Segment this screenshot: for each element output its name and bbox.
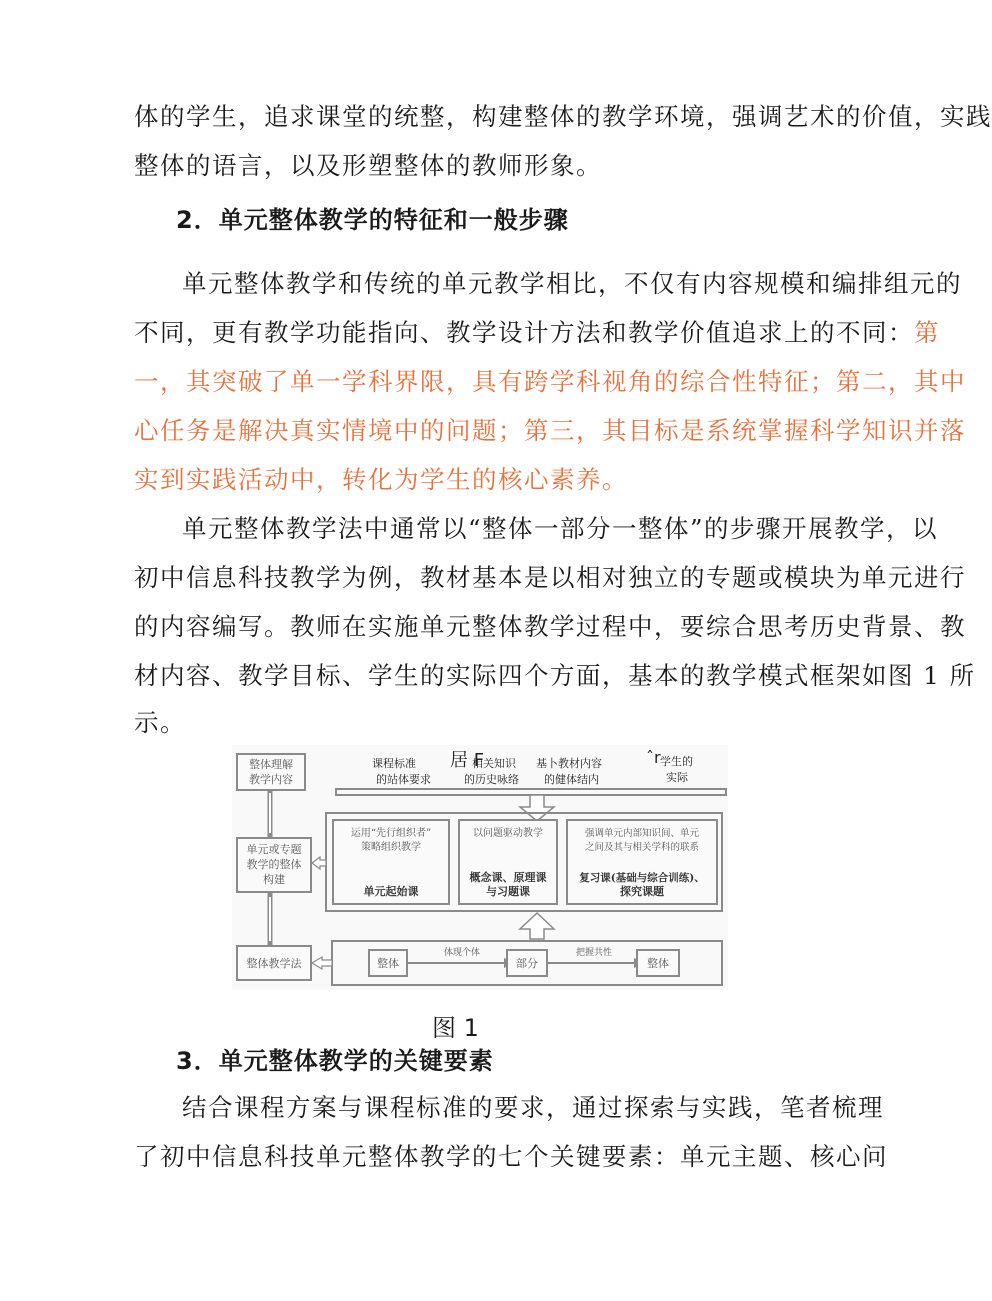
box-concept-note: 以问题驱动教学 <box>473 828 543 839</box>
box-part-label: 部分 <box>516 957 538 970</box>
label-student-glyph: ˆr <box>646 748 661 767</box>
paragraph-3-line-4: 材内容、教学目标、学生的实际四个方面，基本的教学模式框架如图 1 所 <box>134 661 976 690</box>
label-glyph-f: 居 F <box>450 750 485 771</box>
up-arrow-icon <box>520 913 554 939</box>
box-review-title-2: 探究课题 <box>620 885 664 898</box>
figure-1-diagram <box>232 745 728 990</box>
box-whole-2-label: 整体 <box>647 957 669 970</box>
paragraph-3-line-3: 的内容编写。教师在实施单元整体教学过程中，要综合思考历史背景、教 <box>134 612 966 641</box>
paragraph-1-line-1: 体的学生，追求课堂的统整，构建整体的教学环境，强调艺术的价值，实践 <box>134 102 992 131</box>
flow-label-2: 把握共性 <box>575 948 612 958</box>
box-concept-title-1: 概念课、原理课 <box>469 871 547 884</box>
paragraph-2-line-5: 实到实践活动中，转化为学生的核心素养。 <box>134 465 628 494</box>
box-unit-line-3: 构建 <box>263 873 285 886</box>
label-student-line-1: 学生的 <box>660 755 693 768</box>
section-heading-3: 3．单元整体教学的关键要素 <box>176 1047 494 1075</box>
box-understand-line-1: 整体理解 <box>249 758 293 771</box>
box-review-title-1: 复习课(基础与综合训练)、 <box>579 872 705 884</box>
paragraph-2-line-2 <box>134 316 940 350</box>
box-unit-start-note-1: 运用“先行组织者” <box>350 828 432 839</box>
box-whole-method-label: 整体教学法 <box>246 957 302 970</box>
box-unit-line-1: 单元或专题 <box>246 843 302 856</box>
label-knowledge-line-1: 相关知识 <box>472 757 516 770</box>
paragraph-3-line-5: 示。 <box>134 708 186 737</box>
paragraph-3-line-1: 单元整体教学法中通常以“整体一部分一整体”的步骤开展教学，以 <box>182 514 939 543</box>
box-unit-start-title: 单元起始课 <box>363 885 419 898</box>
box-review-lesson <box>566 819 718 905</box>
paragraph-2-line-4: 心任务是解决真实情境中的问题；第三，其目标是系统掌握科学知识并落 <box>134 416 966 445</box>
box-unit-start-note-2: 策略组织教学 <box>361 842 421 853</box>
paragraph-2-line-1: 单元整体教学和传统的单元教学相比，不仅有内容规模和编排组元的 <box>182 269 962 298</box>
paragraph-1-line-2: 整体的语言，以及形塑整体的教师形象。 <box>134 151 602 180</box>
label-knowledge-line-2: 的历史咏络 <box>464 773 519 786</box>
paragraph-2-line-2-highlight: 第 <box>914 318 940 347</box>
box-understand-line-2: 教学内容 <box>249 773 293 786</box>
label-student-line-2: 实际 <box>666 771 688 784</box>
box-whole-method <box>236 945 312 981</box>
label-curriculum-line-2: 的站体要求 <box>376 773 431 786</box>
paragraph-3-line-2: 初中信息科技教学为例，教材基本是以相对独立的专题或模块为单元进行 <box>134 563 966 592</box>
paragraph-2-line-3: 一，其突破了单一学科界限，具有跨学科视角的综合性特征；第二，其中 <box>134 367 966 396</box>
paragraph-2-line-2-text: 不同，更有教学功能指向、教学设计方法和教学价值追求上的不同： <box>134 318 914 347</box>
left-to-bottom-arrow-icon <box>312 957 332 969</box>
paragraph-4-line-2: 了初中信息科技单元整体教学的七个关键要素：单元主题、核心问 <box>134 1142 888 1171</box>
box-concept-title-2: 与习题课 <box>486 885 530 898</box>
box-understand-content <box>236 753 306 791</box>
label-textbook-line-2: 的健体结内 <box>544 773 599 786</box>
top-band <box>336 789 726 795</box>
box-part <box>506 949 548 977</box>
label-textbook-line-1: 基卜教材内容 <box>536 757 602 770</box>
left-to-middle-arrow-icon <box>312 857 326 869</box>
label-curriculum-line-1: 课程标准 <box>372 757 416 770</box>
box-unit-start-lesson <box>332 819 450 905</box>
box-concept-lesson <box>458 819 558 905</box>
box-unit-line-2: 教学的整体 <box>246 858 302 871</box>
box-review-note-1: 强调单元内部知识间、单元 <box>584 828 699 839</box>
down-arrow-icon <box>520 795 554 821</box>
box-review-note-2: 之间及其与相关学科的联系 <box>584 842 699 853</box>
paragraph-4-line-1: 结合课程方案与课程标准的要求，通过探索与实践，笔者梳理 <box>182 1093 884 1122</box>
box-whole-2 <box>636 949 680 977</box>
box-whole-1-label: 整体 <box>377 957 399 970</box>
section-heading-2: 2．单元整体教学的特征和一般步骤 <box>176 206 569 234</box>
flow-label-1: 体现个体 <box>443 948 480 958</box>
box-unit-construction <box>236 837 312 893</box>
figure-caption: 图 1 <box>432 1014 479 1042</box>
box-whole-1 <box>368 949 408 977</box>
